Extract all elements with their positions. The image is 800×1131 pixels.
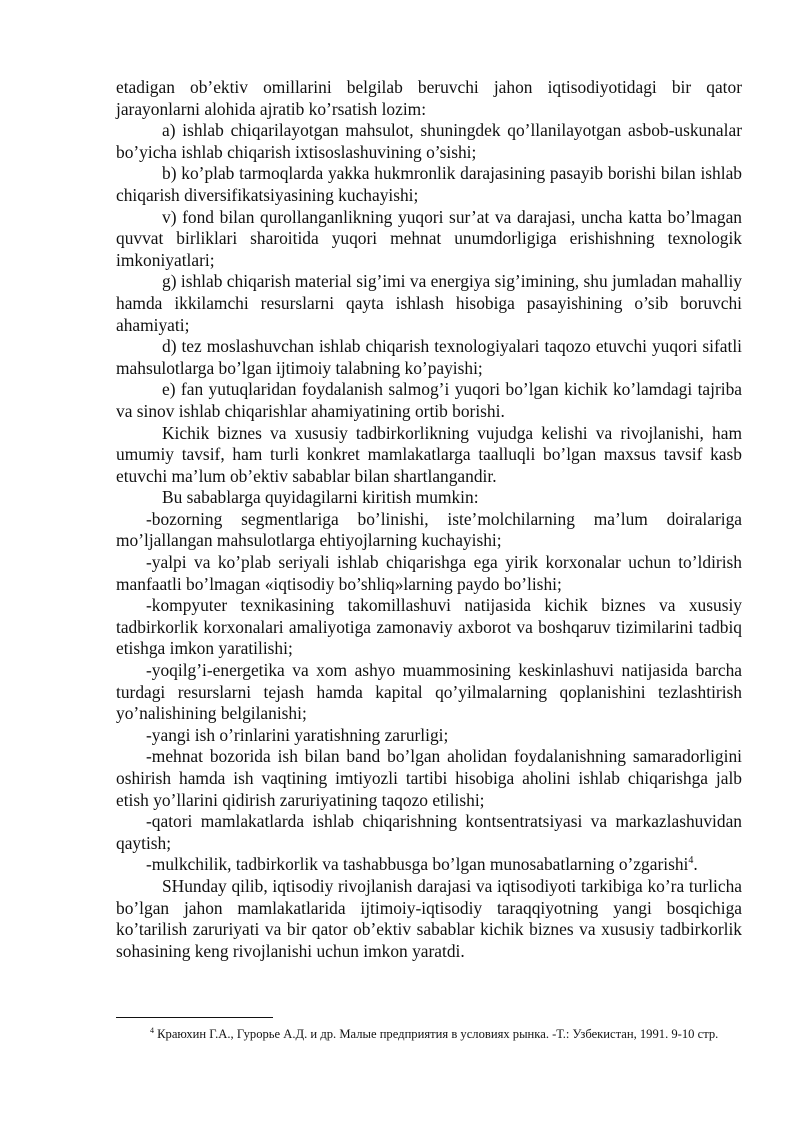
dash-item xyxy=(116,660,742,725)
paragraph-reasons-intro xyxy=(116,487,742,509)
paragraph-text: e) fan yutuqlaridan foydalanish salmog’i yuqori bo’lgan kichik ko’lamdagi tajriba va sinov ishlab chiqarishlar ahamiyatining ortib borishi. xyxy=(116,379,742,421)
paragraph-text: Kichik biznes va xususiy tadbirkorlikning vujudga kelishi va rivojlanishi, ham umumiy tavsif, ham turli konkret mamlakatlarga taalluqli bo’lgan maxsus tavsif kasb etuvchi ma’lum ob’ektiv sabablar bilan shartlangandir. xyxy=(116,422,742,486)
paragraph-text: etadigan ob’ektiv omillarini belgilab beruvchi jahon iqtisodiyotidagi bir qator jarayonlarni alohida ajratib ko’rsatish lozim: xyxy=(116,77,742,119)
dash-item: -mulkchilik, tadbirkorlik va tashabbusga bo’lgan munosabatlarning o’zgarishi$^4$. xyxy=(146,854,698,875)
paragraph-text: d) tez moslashuvchan ishlab chiqarish texnologiyalari taqozo etuvchi yuqori sifatli mahsulotlarga bo’lgan ijtimoiy talabning ko’payishi; xyxy=(116,336,742,378)
paragraph-text: -yalpi va ko’plab seriyali ishlab chiqarishga ega yirik korxonalar uchun to’ldirish manfaatli bo’lmagan «iqtisodiy bo’shliq»larning paydo bo’lishi; xyxy=(116,552,742,594)
paragraph-text: -yoqilg’i-energetika va xom ashyo muammosining keskinlashuvi natijasida barcha turdagi resurslarni tejash hamda kapital qo’yilmalarning qoplanishini tezlashtirish yo’nalishining belgilanishi; xyxy=(116,660,742,724)
list-item-b xyxy=(116,163,742,206)
paragraph-small-business xyxy=(116,423,742,488)
paragraph-text: -mehnat bozorida ish bilan band bo’lgan aholidan foydalanishning samaradorligini oshirish hamda ish vaqtining imtiyozli tartibi hisobiga aholini ishlab chiqarishga jalb etish yo’llarini qidirish zaruriyatining taqozo etilishi; xyxy=(116,746,742,810)
dash-item xyxy=(116,811,742,854)
list-item-a xyxy=(116,120,742,163)
footnote-text: Краюхин Г.А., Гурорье А.Д. и др. Малые предприятия в условиях рынка. -Т.: Узбекистан, 1991. 9-10 стр. xyxy=(154,1027,719,1041)
list-item-v xyxy=(116,207,742,272)
footnote-separator xyxy=(116,1017,273,1018)
paragraph-text: -mulkchilik, tadbirkorlik va tashabbusga bo’lgan munosabatlarning o’zgarishi xyxy=(146,854,689,875)
list-item-g xyxy=(116,271,742,336)
dash-item xyxy=(116,552,742,595)
paragraph-text: -kompyuter texnikasining takomillashuvi natijasida kichik biznes va xususiy tadbirkorlik korxonalari amaliyotiga zamonaviy axborot va boshqaruv tizimilarini tadbiq etishga imkon yaratilishi; xyxy=(116,595,742,659)
footnote xyxy=(116,1026,742,1043)
paragraph-text: a) ishlab chiqarilayotgan mahsulot, shuningdek qo’llanilayotgan asbob-uskunalar bo’yicha ishlab chiqarish ixtisoslashuvining o’sishi; xyxy=(116,120,742,162)
paragraph-text: v) fond bilan qurollanganlikning yuqori sur’at va darajasi, uncha katta bo’lmagan quvvat birliklari sharoitida yuqori mehnat unumdorligiga erishishning texnologik imkoniyatlari; xyxy=(116,206,742,270)
dash-item xyxy=(116,509,742,552)
list-item-e xyxy=(116,379,742,422)
list-item-d xyxy=(116,336,742,379)
paragraph-text: -qatori mamlakatlarda ishlab chiqarishning kontsentratsiyasi va markazlashuvidan qaytish; xyxy=(116,811,742,853)
paragraph-text: g) ishlab chiqarish material sig’imi va energiya sig’imining, shu jumladan mahalliy hamda ikkilamchi resurslarni qayta ishlash hisobiga pasayishining o’sib boruvchi ahamiyati; xyxy=(116,271,742,335)
dash-item xyxy=(116,746,742,811)
dash-item xyxy=(116,595,742,660)
paragraph-intro xyxy=(116,77,742,120)
paragraph-text: b) ko’plab tarmoqlarda yakka hukmronlik darajasining pasayib borishi bilan ishlab chiqarish diversifikatsiyasining kuchayishi; xyxy=(116,163,742,205)
footnote-reference: 4 xyxy=(688,855,694,867)
document-body xyxy=(116,77,742,962)
paragraph-text: -yangi ish o’rinlarini yaratishning zarurligi; xyxy=(146,724,449,745)
dash-item xyxy=(116,725,742,747)
paragraph-text: -bozorning segmentlariga bo’linishi, iste’molchilarning ma’lum doiralariga mo’ljallangan mahsulotlarga ehtiyojlarning kuchayishi; xyxy=(116,508,742,551)
paragraph-conclusion xyxy=(116,876,742,962)
footnote-marker: 4 xyxy=(150,1025,154,1035)
paragraph-text: SHunday qilib, iqtisodiy rivojlanish darajasi va iqtisodiyoti tarkibiga ko’ra turlicha bo’lgan jahon mamlakatlarida ijtimoiy-iqtisodiy taraqqiyotning yangi bosqichiga ko’tarilish zaruriyati va bir qator ob’ektiv sabablar kichik biznes va xususiy tadbirkorlik sohasining keng rivojlanishi uchun imkon yaratdi. xyxy=(116,875,742,961)
paragraph-text: Bu sabablarga quyidagilarni kiritish mumkin: xyxy=(162,487,479,508)
